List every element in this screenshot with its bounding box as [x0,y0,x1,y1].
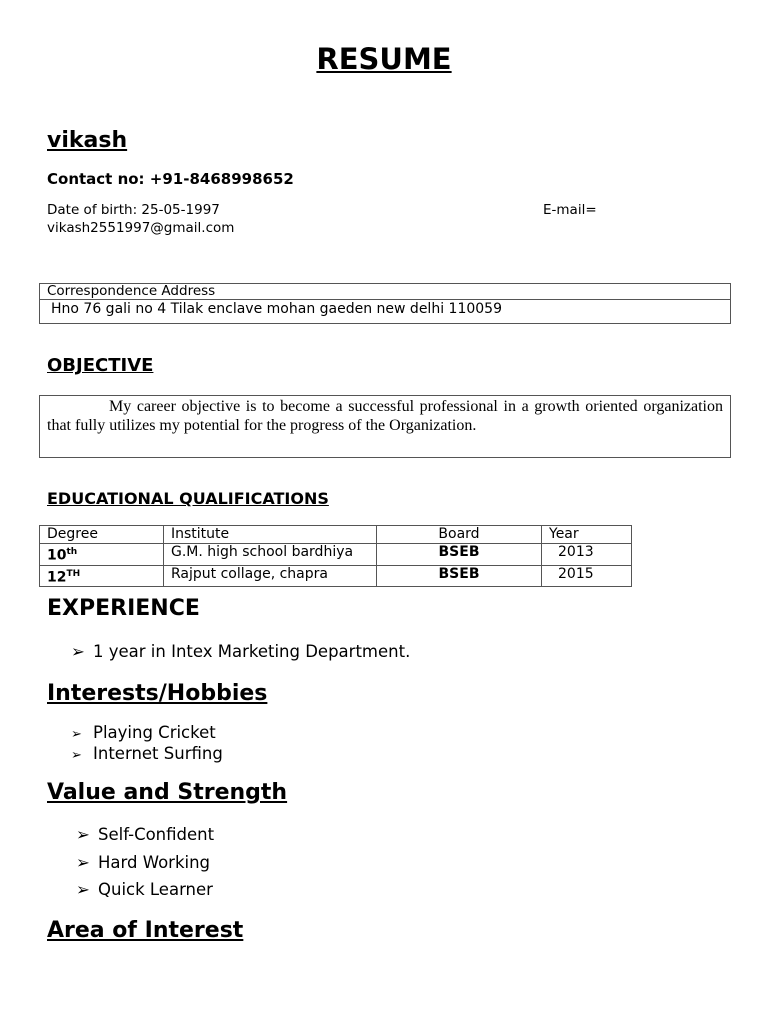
column-header-year: Year [542,526,632,544]
board-cell: BSEB [377,544,542,566]
arrow-bullet-icon: ➢ [71,748,82,763]
strengths-heading: Value and Strength [47,780,288,805]
email-address: vikash2551997@gmail.com [47,220,235,236]
education-heading: EDUCATIONAL QUALIFICATIONS [47,489,329,508]
education-table [39,525,632,587]
hobbies-heading: Interests/Hobbies [47,681,268,706]
list-item: ➢ Hard Working [76,853,211,872]
arrow-bullet-icon: ➢ [71,642,85,661]
candidate-name: vikash [47,128,128,153]
degree-cell: 12TH [40,565,164,587]
email-label: E-mail= [543,202,597,218]
list-item: ➢ Internet Surfing [71,744,223,763]
list-item: ➢ Playing Cricket [71,723,216,742]
institute-cell: G.M. high school bardhiya [164,544,377,566]
table-row [40,544,632,566]
column-header-institute: Institute [164,526,377,544]
objective-text: My career objective is to become a successful professional in a growth oriented organization that fully utilizes my potential for the progress of the Organization. [47,398,723,434]
list-item: ➢ Self-Confident [76,825,215,844]
date-of-birth: Date of birth: 25-05-1997 [47,202,220,218]
contact-number: Contact no: +91-8468998652 [47,170,294,188]
arrow-bullet-icon: ➢ [76,880,90,899]
table-header-row [40,526,632,544]
address-heading: Correspondence Address [40,284,730,300]
degree-cell: 10th [40,544,164,566]
objective-heading: OBJECTIVE [47,355,154,376]
objective-box [39,395,731,458]
address-box [39,283,731,324]
list-item: ➢ Quick Learner [76,880,213,899]
arrow-bullet-icon: ➢ [76,825,90,844]
arrow-bullet-icon: ➢ [76,853,90,872]
address-text: Hno 76 gali no 4 Tilak enclave mohan gaeden new delhi 110059 [51,301,502,317]
year-cell: 2015 [542,565,632,587]
area-of-interest-heading: Area of Interest [47,918,244,943]
column-header-degree: Degree [40,526,164,544]
board-cell: BSEB [377,565,542,587]
institute-cell: Rajput collage, chapra [164,565,377,587]
resume-title: RESUME [316,42,452,76]
table-row [40,565,632,587]
list-item: ➢ 1 year in Intex Marketing Department. [71,642,411,661]
experience-heading: EXPERIENCE [47,596,200,621]
column-header-board: Board [377,526,542,544]
year-cell: 2013 [542,544,632,566]
arrow-bullet-icon: ➢ [71,727,82,742]
